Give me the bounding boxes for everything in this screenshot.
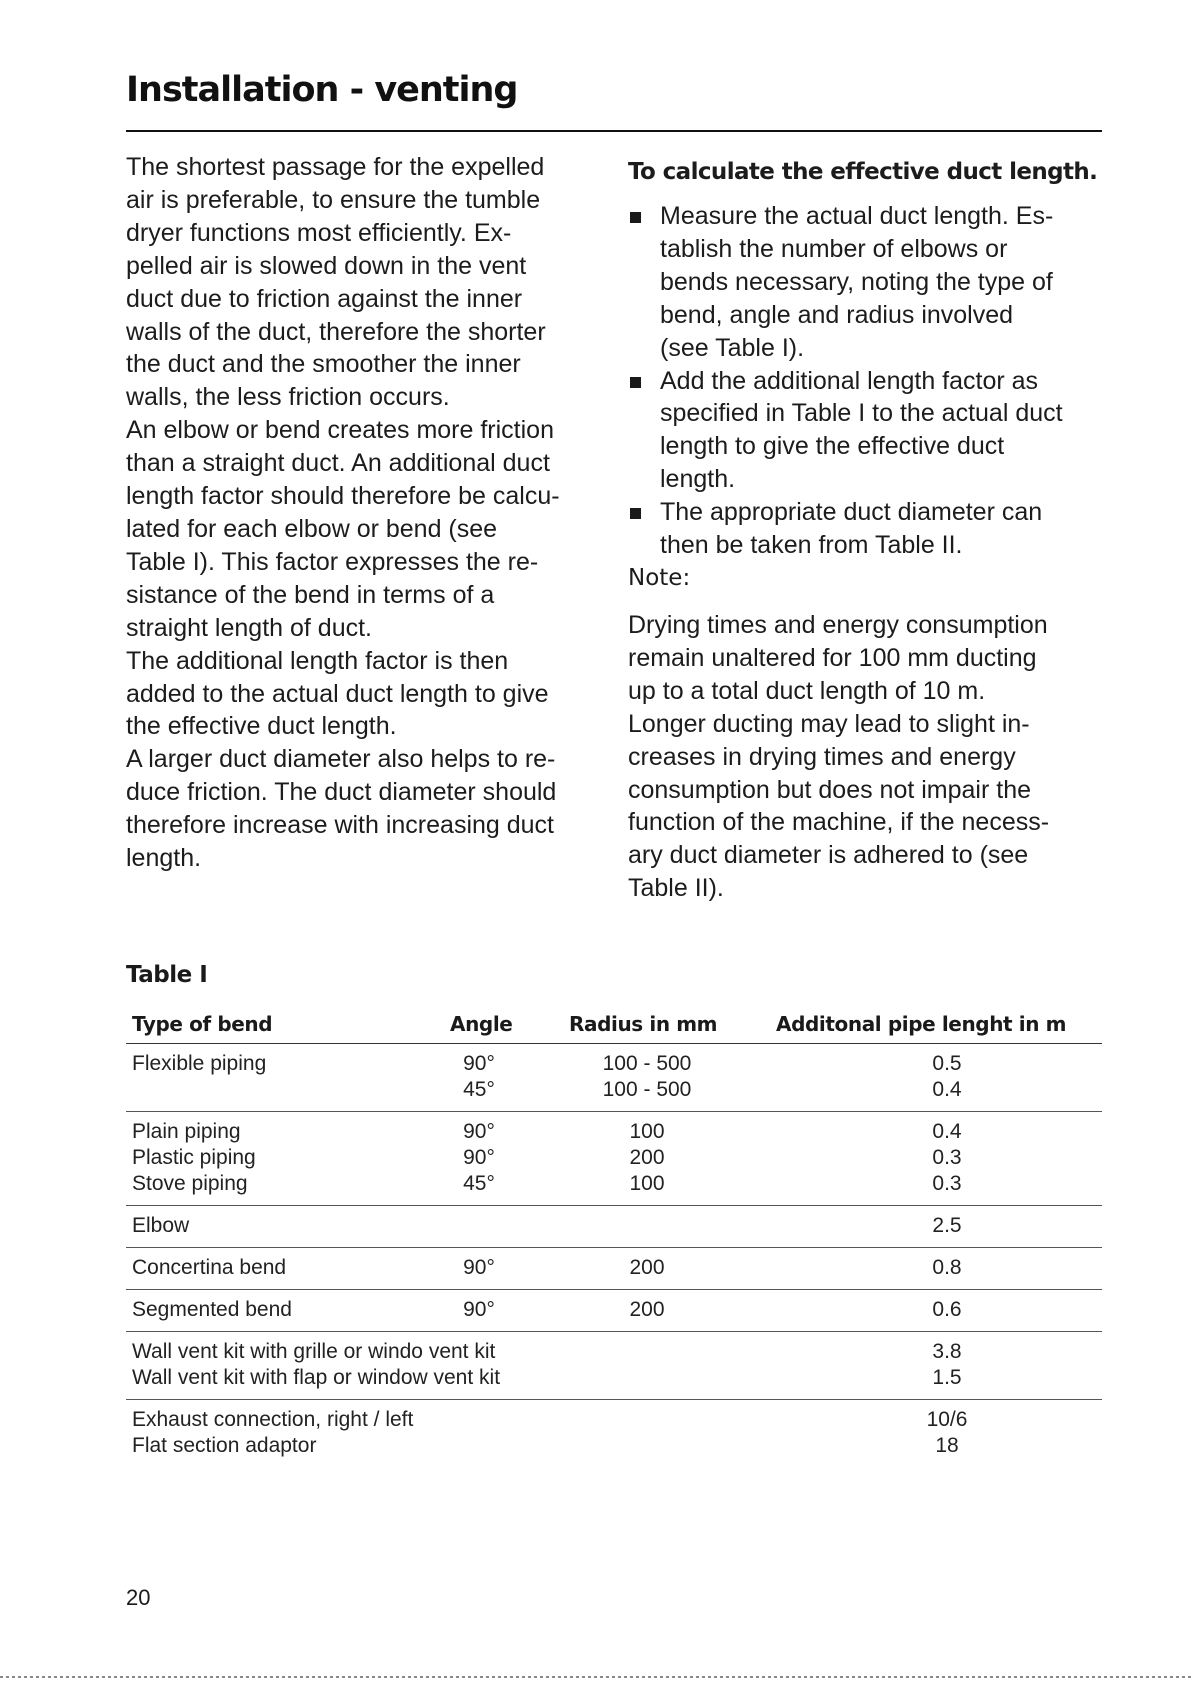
header-additional-length: Additonal pipe lenght in m: [776, 1012, 1067, 1036]
body-text-line: straight length of duct.: [126, 613, 372, 642]
body-text-line: duct due to friction against the inner: [126, 284, 523, 313]
cell-radius: 200: [629, 1298, 665, 1321]
cell-additional-length: 0.6: [932, 1298, 962, 1321]
cell-type-of-bend: Wall vent kit with flap or window vent kit: [132, 1366, 501, 1389]
cell-type-of-bend: Plain piping: [132, 1120, 241, 1143]
table-header-row: [126, 1008, 1102, 1044]
cell-additional-length: 0.5: [932, 1052, 962, 1075]
cell-type-of-bend: Segmented bend: [132, 1298, 292, 1321]
note-text-line: Longer ducting may lead to slight in-: [628, 709, 1030, 738]
body-text-line: A larger duct diameter also helps to re-: [126, 745, 556, 774]
note-text-line: function of the machine, if the necess-: [628, 808, 1050, 837]
table-row: [126, 1340, 1102, 1366]
calculation-steps: [628, 200, 1102, 562]
body-text-line: pelled air is slowed down in the vent: [126, 251, 527, 280]
table-row: [126, 1146, 1102, 1172]
table-row: [126, 1256, 1102, 1282]
cell-type-of-bend: Wall vent kit with grille or windo vent kit: [132, 1340, 496, 1363]
cell-type-of-bend: Flexible piping: [132, 1052, 267, 1075]
title-divider: [126, 130, 1102, 132]
step-text-line: The appropriate duct diameter can: [660, 498, 1043, 527]
note-text-line: ary duct diameter is adhered to (see: [628, 841, 1029, 870]
calculation-heading: To calculate the effective duct length.: [628, 159, 1098, 185]
body-text-line: the duct and the smoother the inner: [126, 350, 521, 379]
cell-angle: 90°: [463, 1120, 495, 1143]
step-text-line: length.: [660, 465, 736, 494]
body-text-line: walls, the less friction occurs.: [126, 383, 450, 412]
table-row-group: [126, 1248, 1102, 1290]
step-text-line: then be taken from Table II.: [660, 531, 963, 560]
note-text-line: up to a total duct length of 10 m.: [628, 676, 986, 705]
step-list-item: [628, 365, 1102, 497]
note-text-line: Table II).: [628, 874, 724, 903]
cell-type-of-bend: Flat section adaptor: [132, 1434, 317, 1457]
square-bullet-icon: [630, 377, 641, 388]
calculation-column: [628, 156, 1102, 905]
table-row-group: [126, 1112, 1102, 1206]
cell-angle: 90°: [463, 1052, 495, 1075]
cell-type-of-bend: Elbow: [132, 1214, 190, 1237]
cell-angle: 90°: [463, 1146, 495, 1169]
cell-radius: 100: [629, 1172, 665, 1195]
body-text-line: duce friction. The duct diameter should: [126, 778, 557, 807]
cell-angle: 90°: [463, 1298, 495, 1321]
cell-type-of-bend: Exhaust connection, right / left: [132, 1408, 414, 1431]
cell-angle: 45°: [463, 1172, 495, 1195]
cell-radius: 200: [629, 1256, 665, 1279]
header-angle: Angle: [450, 1012, 513, 1036]
cell-radius: 200: [629, 1146, 665, 1169]
cell-additional-length: 0.3: [932, 1146, 962, 1169]
cell-additional-length: 0.4: [932, 1120, 962, 1143]
body-text-line: than a straight duct. An additional duct: [126, 449, 550, 478]
step-list-item: [628, 496, 1102, 562]
cell-additional-length: 0.4: [932, 1078, 962, 1101]
step-list-item: [628, 200, 1102, 365]
header-radius: Radius in mm: [569, 1012, 718, 1036]
cell-additional-length: 10/6: [926, 1408, 968, 1431]
table-row: [126, 1408, 1102, 1434]
bend-length-table: [126, 1008, 1102, 1467]
cell-angle: 90°: [463, 1256, 495, 1279]
step-text-line: Add the additional length factor as: [660, 366, 1039, 395]
table-row: [126, 1052, 1102, 1078]
step-text-line: specified in Table I to the actual duct: [660, 399, 1063, 428]
table-row-group: [126, 1332, 1102, 1400]
note-text-line: consumption but does not impair the: [628, 775, 1032, 804]
table-row: [126, 1214, 1102, 1240]
cell-additional-length: 0.8: [932, 1256, 962, 1279]
page-edge-divider: [0, 1676, 1192, 1678]
cell-radius: 100 - 500: [602, 1052, 692, 1075]
note-text-line: Drying times and energy consumption: [628, 610, 1048, 639]
table-row: [126, 1120, 1102, 1146]
body-text-line: length.: [126, 844, 202, 873]
table-row: [126, 1366, 1102, 1392]
step-text-line: bends necessary, noting the type of: [660, 267, 1053, 296]
table-row-group: [126, 1044, 1102, 1112]
note-text-line: remain unaltered for 100 mm ducting: [628, 643, 1037, 672]
cell-additional-length: 2.5: [932, 1214, 962, 1237]
table-row: [126, 1172, 1102, 1198]
cell-radius: 100: [629, 1120, 665, 1143]
step-text-line: tablish the number of elbows or: [660, 234, 1008, 263]
cell-type-of-bend: Plastic piping: [132, 1146, 256, 1169]
cell-additional-length: 1.5: [932, 1366, 962, 1389]
table-row-group: [126, 1206, 1102, 1248]
body-text-line: An elbow or bend creates more friction: [126, 416, 554, 445]
table-row: [126, 1434, 1102, 1460]
cell-angle: 45°: [463, 1078, 495, 1101]
note-text-line: creases in drying times and energy: [628, 742, 1016, 771]
table-row: [126, 1298, 1102, 1324]
step-text-line: length to give the effective duct: [660, 432, 1005, 461]
body-text-line: walls of the duct, therefore the shorter: [126, 317, 546, 346]
table-row: [126, 1078, 1102, 1104]
intro-text-column: [126, 151, 596, 875]
table-title: Table I: [126, 962, 208, 988]
table-body: [126, 1044, 1102, 1467]
square-bullet-icon: [630, 508, 641, 519]
cell-type-of-bend: Concertina bend: [132, 1256, 287, 1279]
body-text-line: added to the actual duct length to give: [126, 679, 549, 708]
cell-additional-length: 18: [935, 1434, 959, 1457]
cell-additional-length: 0.3: [932, 1172, 962, 1195]
body-text-line: therefore increase with increasing duct: [126, 811, 555, 840]
cell-type-of-bend: Stove piping: [132, 1172, 248, 1195]
square-bullet-icon: [630, 212, 641, 223]
header-type-of-bend: Type of bend: [132, 1012, 273, 1036]
step-text-line: (see Table I).: [660, 333, 805, 362]
page-number: 20: [126, 1585, 151, 1610]
step-text-line: bend, angle and radius involved: [660, 300, 1014, 329]
body-text-line: dryer functions most efficiently. Ex-: [126, 218, 512, 247]
body-text-line: Table I). This factor expresses the re-: [126, 547, 539, 576]
body-text-line: The shortest passage for the expelled: [126, 153, 545, 181]
body-text-line: air is preferable, to ensure the tumble: [126, 185, 541, 214]
note-text: [628, 609, 1102, 905]
step-text-line: Measure the actual duct length. Es-: [660, 202, 1054, 230]
body-text-line: lated for each elbow or bend (see: [126, 514, 498, 543]
body-text-line: length factor should therefore be calcu-: [126, 482, 560, 511]
note-label: Note:: [628, 564, 691, 591]
body-text-line: the effective duct length.: [126, 712, 397, 741]
cell-additional-length: 3.8: [932, 1340, 962, 1363]
table-row-group: [126, 1400, 1102, 1467]
page-title: Installation - venting: [126, 70, 518, 110]
body-text-line: The additional length factor is then: [126, 646, 509, 675]
table-row-group: [126, 1290, 1102, 1332]
cell-radius: 100 - 500: [602, 1078, 692, 1101]
body-text-line: sistance of the bend in terms of a: [126, 580, 495, 609]
